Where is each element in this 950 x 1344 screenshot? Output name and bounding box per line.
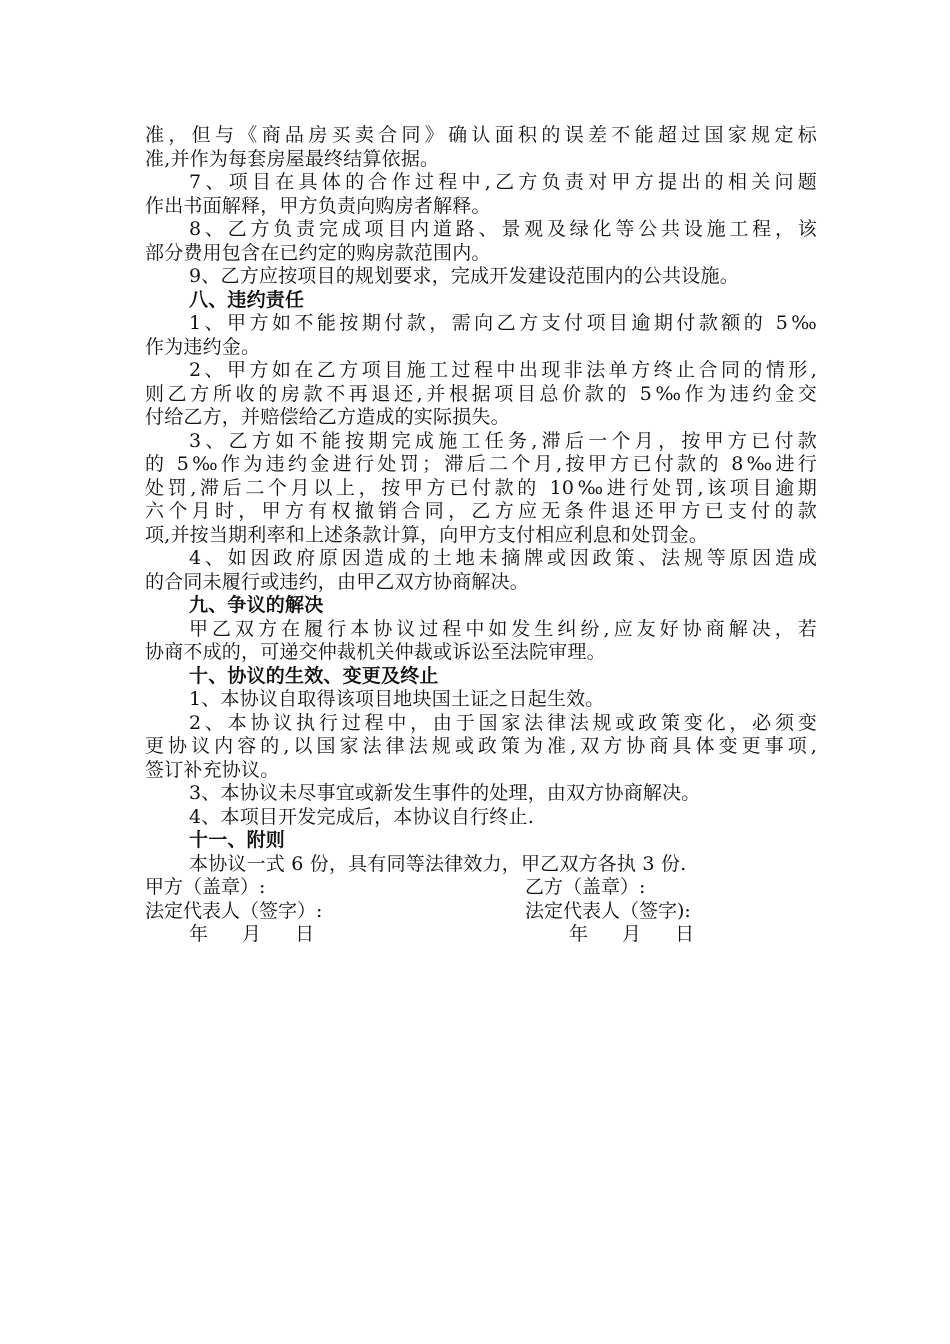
party-b-date: 年 月 日: [569, 923, 709, 945]
party-a-seal: 甲方（盖章）:: [145, 876, 266, 898]
breach-clause-4: 4、如因政府原因造成的土地未摘牌或因政策、法规等原因造成: [189, 547, 817, 569]
section-heading-breach: 八、违约责任: [189, 288, 305, 311]
party-b-representative: 法定代表人（签字):: [525, 899, 691, 922]
breach-clause-2: 2、甲方如在乙方项目施工过程中出现非法单方终止合同的情形,: [189, 359, 817, 381]
text-line: 作为违约金。: [145, 335, 261, 358]
seal-row: [145, 876, 817, 900]
effect-clause-1: 1、本协议自取得该项目地块国土证之日起生效。: [189, 688, 605, 710]
section-heading-effect: 十、协议的生效、变更及终止: [189, 664, 439, 687]
party-a-date: 年 月 日: [189, 923, 329, 945]
representative-row: [145, 900, 817, 924]
section-heading-supplementary: 十一、附则: [189, 829, 286, 851]
party-a-representative: 法定代表人（签字）:: [145, 899, 323, 922]
contract-page: [145, 124, 817, 947]
date-row: [145, 923, 817, 947]
text-line: 作出书面解释，甲方负责向购房者解释。: [145, 194, 491, 217]
text-line: 部分费用包含在已约定的购房款范围内。: [145, 241, 491, 264]
text-line: 协商不成的，可递交仲裁机关仲裁或诉讼至法院审理。: [145, 641, 606, 663]
section-heading-dispute: 九、争议的解决: [189, 594, 324, 616]
supplementary-clause: 本协议一式 6 份，具有同等法律效力，甲乙双方各执 3 份.: [189, 852, 687, 875]
dispute-clause: 甲乙双方在履行本协议过程中如发生纠纷,应友好协商解决，若: [189, 617, 817, 640]
breach-clause-3: 3、乙方如不能按期完成施工任务,滞后一个月，按甲方已付款: [189, 429, 817, 452]
text-line: 的合同未履行或违约，由甲乙双方协商解决。: [145, 570, 530, 593]
text-line: 六个月时，甲方有权撤销合同，乙方应无条件退还甲方已支付的款: [145, 500, 817, 522]
text-line: 付给乙方，并赔偿给乙方造成的实际损失。: [145, 406, 510, 428]
breach-clause-1: 1、甲方如不能按期付款，需向乙方支付项目逾期付款额的 5‰: [189, 312, 817, 334]
text-line: 准,并作为每套房屋最终结算依据。: [145, 147, 440, 170]
text-line: 处罚,滞后二个月以上，按甲方已付款的 10‰进行处罚,该项目逾期: [145, 476, 817, 499]
text-line: 的 5‰作为违约金进行处罚；滞后二个月,按甲方已付款的 8‰进行: [145, 453, 817, 475]
effect-clause-4: 4、本项目开发完成后，本协议自行终止.: [189, 805, 534, 828]
clause-9: 9、乙方应按项目的规划要求，完成开发建设范围内的公共设施。: [189, 265, 739, 287]
effect-clause-2: 2、本协议执行过程中，由于国家法律法规或政策变化，必须变: [189, 711, 817, 734]
text-line: 则乙方所收的房款不再退还,并根据项目总价款的 5‰作为违约金交: [145, 382, 817, 405]
text-line: 签订补充协议。: [145, 758, 280, 781]
clause-8: 8、乙方负责完成项目内道路、景观及绿化等公共设施工程，该: [189, 218, 817, 240]
text-line: 项,并按当期利率和上述条款计算，向甲方支付相应利息和处罚金。: [145, 523, 709, 546]
text-line: 准，但与《商品房买卖合同》确认面积的误差不能超过国家规定标: [145, 124, 817, 146]
effect-clause-3: 3、本协议未尽事宜或新发生事件的处理，由双方协商解决。: [189, 782, 701, 804]
clause-7: 7、项目在具体的合作过程中,乙方负责对甲方提出的相关问题: [189, 171, 817, 193]
text-line: 更协议内容的,以国家法律法规或政策为准,双方协商具体变更事项,: [145, 735, 817, 757]
party-b-seal: 乙方（盖章）:: [525, 876, 646, 898]
